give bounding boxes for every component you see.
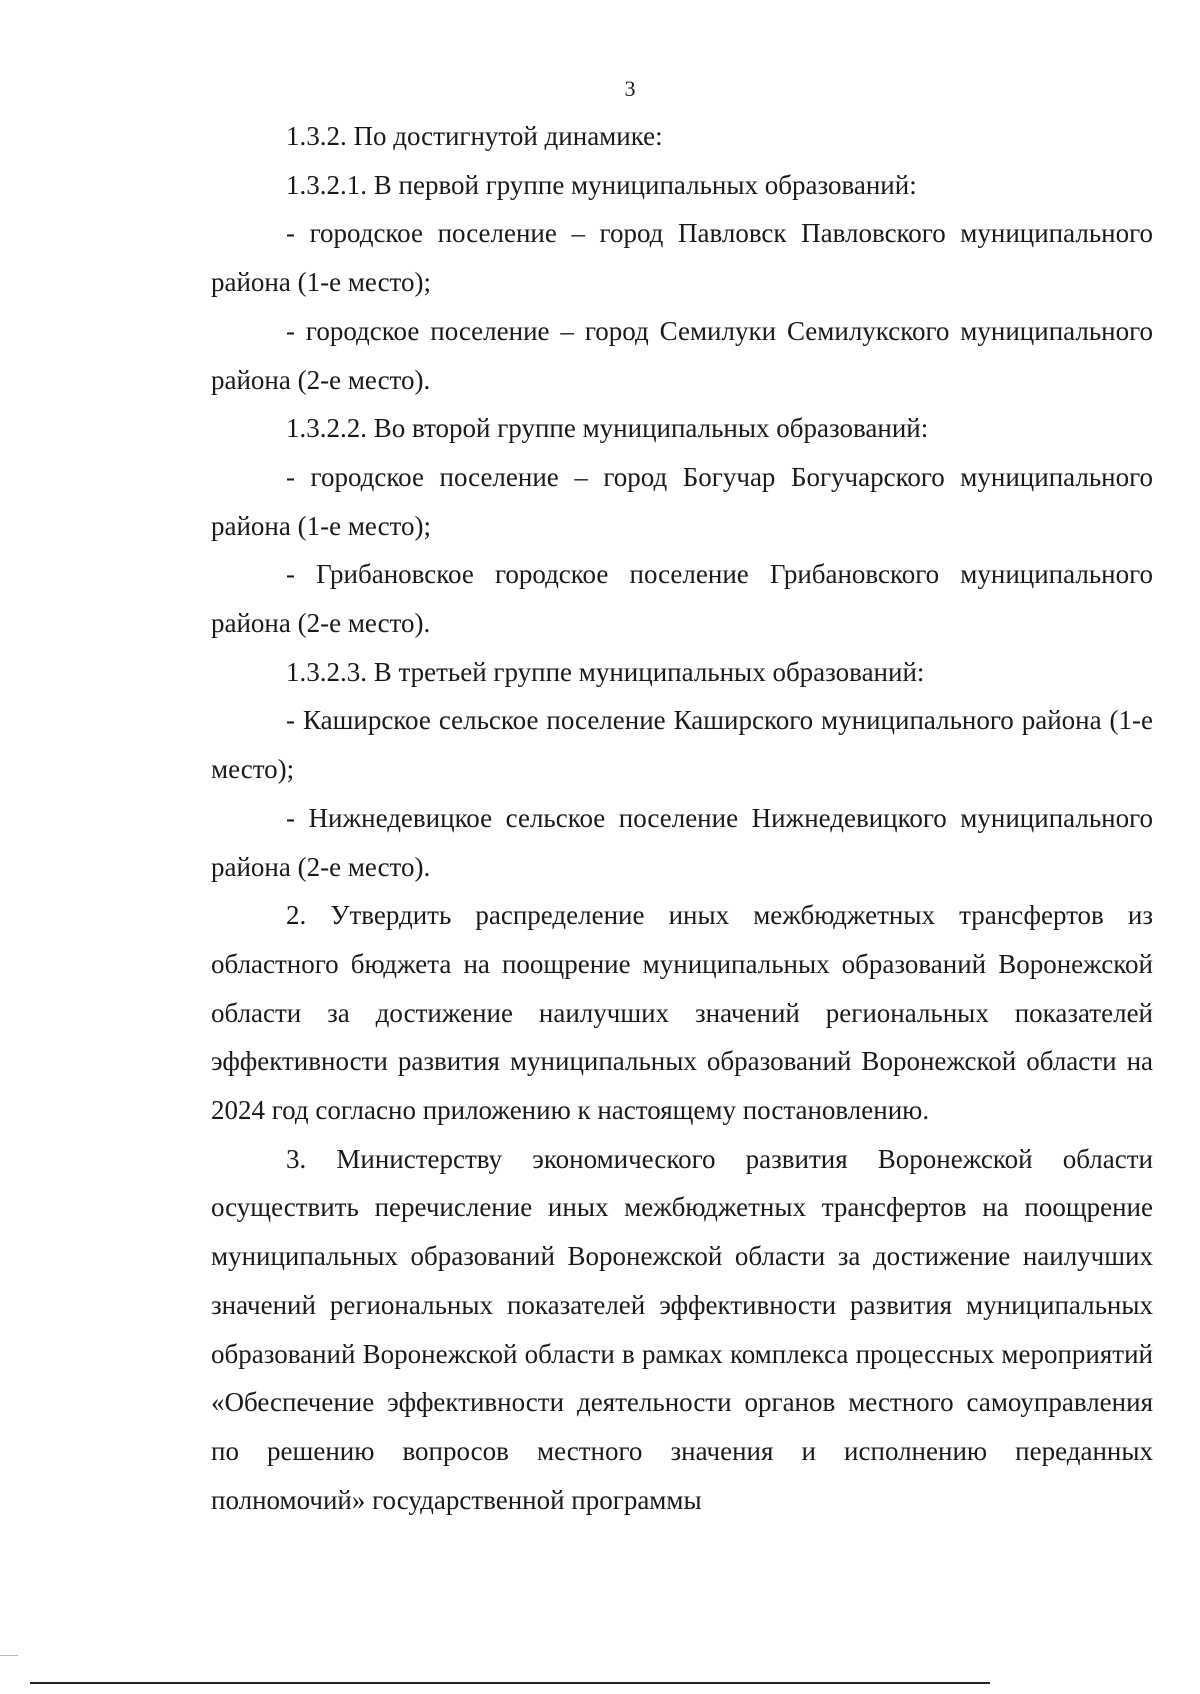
footer-rule [30,1682,990,1684]
paragraph-3: 3. Министерству экономического развития Воронежской области осуществить перечисление иных межбюджетных трансфертов на поощрение муниципальных образований Воронежской области за достижение наилучших значений региональных показателей эффективности развития муниципальных образований Воронежской области в рамках комплекса процессных мероприятий «Обеспечение эффективности деятельности органов местного самоуправления по решению вопросов местного значения и исполнению переданных полномочий» государственной программы [211,1143,1153,1515]
list-item-boguchar: - городское поселение – город Богучар Богучарского муниципального района (1-е место); [211,461,1153,541]
list-item-kashirskoe: - Каширское сельское поселение Каширского муниципального района (1-е место); [211,705,1153,785]
paragraph-1-3-2-1: 1.3.2.1. В первой группе муниципальных образований: [286,169,917,200]
document-body [211,112,1153,1524]
list-item-nizhnedevitskoe: - Нижнедевицкое сельское поселение Нижнедевицкого муниципального района (2-е место). [211,802,1153,882]
list-item-pavlovsk: - городское поселение – город Павловск Павловского муниципального района (1-е место); [211,218,1153,298]
list-item-gribanovskoe: - Грибановское городское поселение Грибановского муниципального района (2-е место). [211,559,1153,639]
paragraph-2: 2. Утвердить распределение иных межбюджетных трансфертов из областного бюджета на поощрение муниципальных образований Воронежской области за достижение наилучших значений региональных показателей эффективности развития муниципальных образований Воронежской области на 2024 год согласно приложению к настоящему постановлению. [211,900,1153,1126]
left-margin-mark [0,1655,18,1656]
page-number: 3 [624,76,636,101]
paragraph-1-3-2-2: 1.3.2.2. Во второй группе муниципальных образований: [286,413,929,444]
list-item-semiluki: - городское поселение – город Семилуки Семилукского муниципального района (2-е место). [211,315,1153,395]
paragraph-1-3-2-3: 1.3.2.3. В третьей группе муниципальных образований: [286,656,925,687]
paragraph-1-3-2: 1.3.2. По достигнутой динамике: [286,121,663,151]
